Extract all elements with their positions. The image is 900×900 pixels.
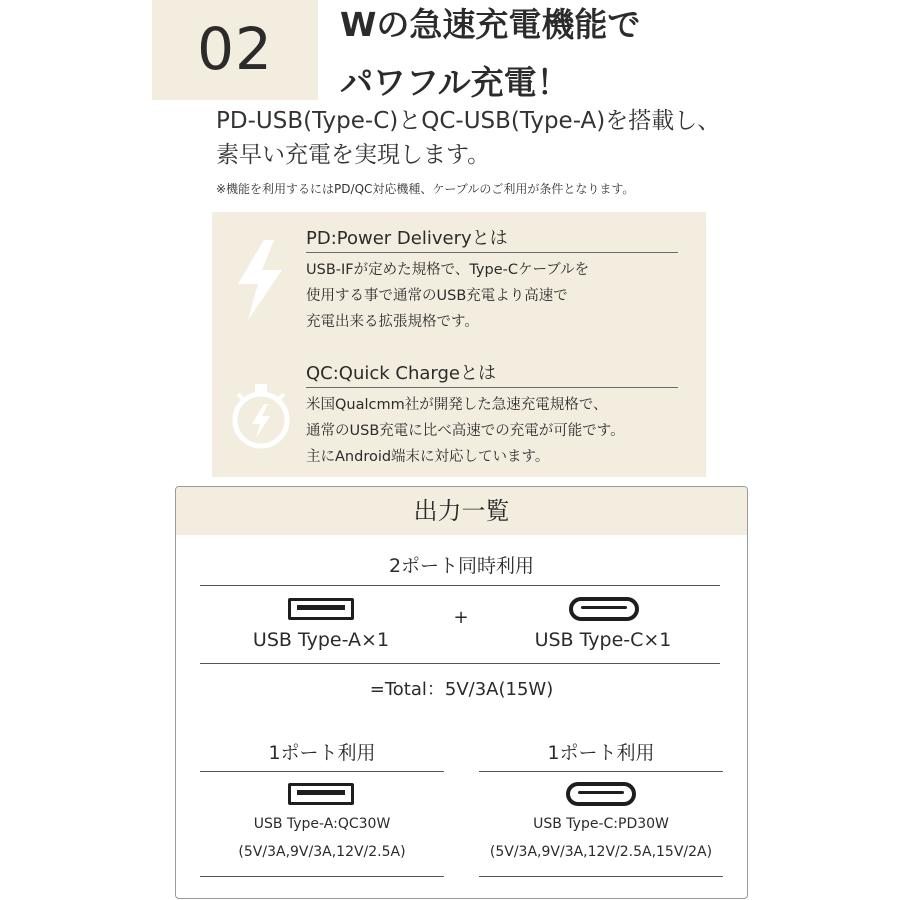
usb-type-c-icon (566, 782, 636, 806)
section-number: 02 (197, 15, 273, 83)
output-panel (175, 486, 748, 899)
single-port-c-spec: (5V/3A,9V/3A,12V/2.5A,15V/2A) (489, 844, 713, 860)
usb-type-a-icon (288, 783, 354, 805)
divider (479, 876, 723, 877)
pd-line1: USB-IFが定めた規格で、Type-Cケーブルを (306, 262, 590, 278)
divider (200, 585, 720, 586)
plus-sign: + (453, 607, 469, 628)
intro-note: ※機能を利用するにはPD/QC対応機種、ケーブルのご利用が条件となります。 (216, 182, 635, 196)
divider (479, 771, 723, 772)
pd-line2: 使用する事で通常のUSB充電より高速で (306, 288, 568, 304)
divider (200, 876, 444, 877)
single-port-c-name: USB Type-C:PD30W (533, 816, 669, 832)
qc-description (306, 392, 696, 470)
section-title (340, 0, 640, 108)
intro-line1: PD-USB(Type-C)とQC-USB(Type-A)を搭載し、 (216, 108, 721, 134)
single-port-a-heading: 1ポート利用 (268, 742, 376, 764)
single-port-c-heading: 1ポート利用 (547, 742, 655, 764)
usb-type-c-icon (569, 597, 639, 621)
lightning-icon (234, 240, 286, 320)
qc-line2: 通常のUSB充電に比べ高速での充電が可能です。 (306, 423, 625, 439)
intro-line2: 素早い充電を実現します。 (216, 142, 491, 168)
intro-text (216, 104, 776, 172)
pd-line3: 充電出来る拡張規格です。 (306, 314, 479, 330)
dual-total: =Total：5V/3A(15W) (369, 679, 554, 700)
section-title-line1: Wの急速充電機能で (340, 5, 641, 44)
divider (200, 771, 444, 772)
dual-port-heading: 2ポート同時利用 (388, 555, 535, 577)
pd-title: PD:Power Deliveryとは (306, 226, 678, 253)
usb-type-a-icon (288, 598, 354, 620)
stopwatch-lightning-icon (228, 378, 294, 450)
qc-line1: 米国Qualcmm社が開発した急速充電規格で、 (306, 397, 608, 413)
single-port-a-name: USB Type-A:QC30W (253, 816, 391, 832)
qc-line3: 主にAndroid端末に対応しています。 (306, 449, 550, 465)
output-title: 出力一覧 (176, 487, 747, 535)
dual-port-a-label: USB Type-A×1 (252, 629, 390, 651)
pd-description (306, 257, 696, 335)
single-port-a-spec: (5V/3A,9V/3A,12V/2.5A) (238, 844, 406, 860)
divider (200, 663, 720, 664)
qc-title: QC:Quick Chargeとは (306, 361, 678, 388)
section-number-box (152, 0, 318, 100)
section-title-line2: パワフル充電！ (340, 63, 570, 102)
info-box (212, 212, 706, 477)
dual-port-c-label: USB Type-C×1 (534, 629, 672, 651)
